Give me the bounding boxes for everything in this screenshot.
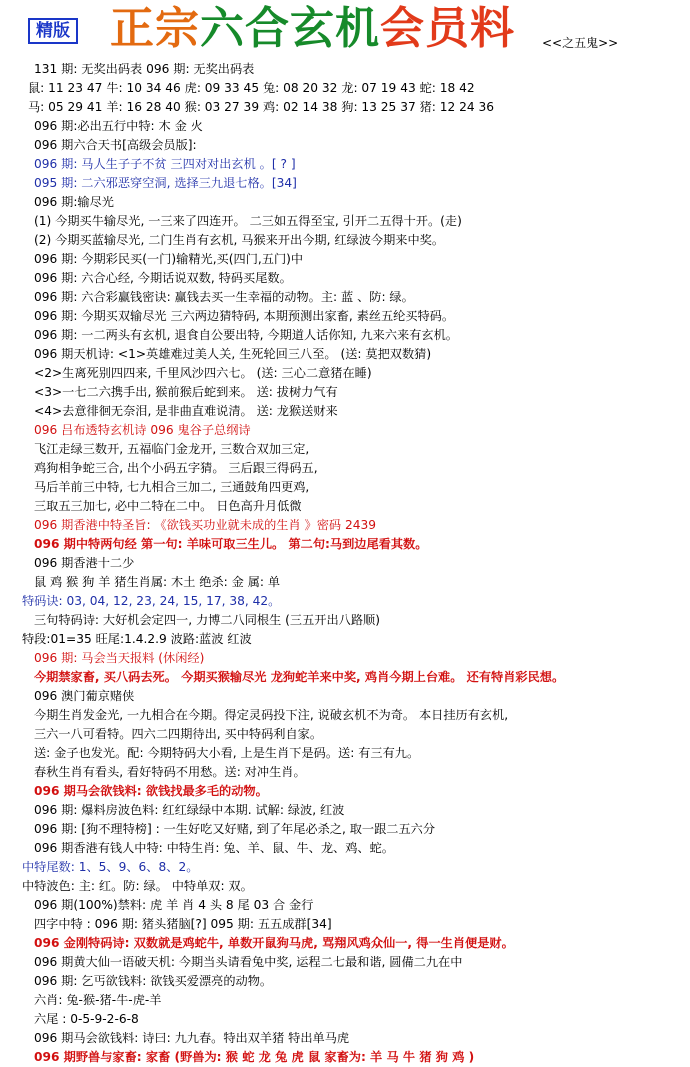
text-line: 096 澳门葡京赌侠: [34, 689, 135, 703]
text-line: 096 期: 今期彩民买(一门)输精光,买(四门,五门)中: [34, 252, 304, 266]
text-line: 096 期:必出五行中特: 木 金 火: [34, 119, 203, 133]
text-line: 096 期六合天书[高级会员版]:: [34, 138, 197, 152]
text-line: (2) 今期买蓝输尽光, 二门生肖有玄机, 马猴来开出今期, 红绿波今期来中奖。: [34, 233, 445, 247]
header: [0, 0, 690, 60]
text-line: 096 期(100%)禁料: 虎 羊 肖 4 头 8 尾 03 合 金行: [34, 898, 314, 912]
text-line: 中特波色: 主: 红。防: 绿。 中特单双: 双。: [22, 879, 253, 893]
text-line: 马后羊前三中特, 七九相合三加二, 三通鼓角四更鸡,: [34, 480, 310, 494]
text-line: 096 期: 六合彩赢钱密诀: 赢钱去买一生幸福的动物。主: 蓝 、防: 绿。: [34, 290, 414, 304]
text-line: 三六一八可看特。四六二四期待出, 买中特码利自家。: [34, 727, 323, 741]
text-line: 六尾 : 0-5-9-2-6-8: [34, 1012, 139, 1026]
text-line: 096 期香港十二少: [34, 556, 135, 570]
text-line: 特码诀: 03, 04, 12, 23, 24, 15, 17, 38, 42。: [22, 594, 281, 608]
text-line: 096 期马会欲钱料: 诗曰: 九九春。特出双羊猪 特出单马虎: [34, 1031, 350, 1045]
text-line: 四字中特 : 096 期: 猪头猪脑[?] 095 期: 五五成群[34]: [34, 917, 332, 931]
text-line: 马: 05 29 41 羊: 16 28 40 猴: 03 27 39 鸡: 02 14 38 狗: 13 25 37 猪: 12 24 36: [28, 100, 495, 114]
text-line: 鸡狗相争蛇三合, 出个小码五字猜。 三后跟三得码五,: [34, 461, 318, 475]
text-line: 096 期: 一二两头有玄机, 退食自公要出特, 今期道人话你知, 九来六来有玄机。: [34, 328, 458, 342]
text-line: 特段:01=35 旺尾:1.4.2.9 波路:蓝波 红波: [22, 632, 252, 646]
subtitle-tag: <<之五鬼>>: [542, 36, 619, 50]
page-title: 正宗六合玄机会员料: [110, 3, 515, 54]
text-line: 今期禁家畜, 买八码去死。 今期买猴输尽光 龙狗蛇羊来中奖, 鸡肖今期上台难。 还有特肖彩民想。: [34, 670, 565, 684]
text-line: 131 期: 无奖出码表 096 期: 无奖出码表: [34, 62, 255, 76]
text-line: 三句特码诗: 大好机会定四一, 力博二八同根生 (三五开出八路顺): [34, 613, 380, 627]
text-line: 今期生肖发金光, 一九相合在今期。得定灵码投下注, 说破玄机不为奇。 本日挂历有玄机,: [34, 708, 509, 722]
text-line: 096 吕布透特玄机诗 096 鬼谷子总纲诗: [34, 423, 251, 437]
text-line: <3>一七二六携手出, 猴前猴后蛇到来。 送: 拔树力气有: [34, 385, 338, 399]
text-line: 096 期: [狗不理特榜] : 一生好吃又好赌, 到了年尾必杀之, 取一跟二五六分: [34, 822, 436, 836]
text-line: (1) 今期买牛输尽光, 一三来了四连开。 二三如五得至宝, 引开二五得十开。(走): [34, 214, 462, 228]
edition-badge: 精版: [28, 18, 78, 44]
text-line: 096 期: 马会当天报料 (休闲经): [34, 651, 205, 665]
text-line: 096 期: 乞丐欲钱料: 欲钱买爱漂亮的动物。: [34, 974, 273, 988]
text-line: 096 期天机诗: <1>英雄难过美人关, 生死轮回三八至。 (送: 莫把双数猜): [34, 347, 432, 361]
text-line: 六肖: 兔-猴-猪-牛-虎-羊: [34, 993, 162, 1007]
text-line: 飞江走绿三数开, 五福临门金龙开, 三数合双加三定,: [34, 442, 310, 456]
text-line: 095 期: 二六邪恶穿空洞, 选择三九退七格。[34]: [34, 176, 297, 190]
text-line: 096 期: 爆料房波色料: 红红绿绿中本期. 试解: 绿波, 红波: [34, 803, 345, 817]
text-line: 鼠 鸡 猴 狗 羊 猪生肖属: 木土 绝杀: 金 属: 单: [34, 575, 281, 589]
text-line: 096 期中特两句经 第一句: 羊味可取三生儿。 第二句:马到边尾看其数。: [34, 537, 428, 551]
text-line: 096 期香港中特圣旨: 《欲钱买功业就未成的生肖 》密码 2439: [34, 518, 377, 532]
text-line: 送: 金子也发光。配: 今期特码大小看, 上是生肖下是码。送: 有三有九。: [34, 746, 420, 760]
text-line: <2>生离死别四四来, 千里风沙四六七。 (送: 三心二意猪在睡): [34, 366, 372, 380]
text-line: 096 金刚特码诗: 双数就是鸡蛇牛, 单数开鼠狗马虎, 骂翔风鸡众仙一, 得一生肖便是财。: [34, 936, 514, 950]
text-line: 096 期黄大仙一语破天机: 今期当头请看兔中奖, 运程二七最和谐, 圆備二九在中: [34, 955, 463, 969]
text-line: 096 期:输尽光: [34, 195, 114, 209]
text-line: 中特尾数: 1、5、9、6、8、2。: [22, 860, 199, 874]
text-line: 096 期马会欲钱料: 欲钱找最多毛的动物。: [34, 784, 268, 798]
text-line: 096 期香港有钱人中特: 中特生肖: 兔、羊、鼠、牛、龙、鸡、蛇。: [34, 841, 394, 855]
text-line: 三取五三加七, 必中二特在二中。 日色高升月低微: [34, 499, 302, 513]
text-line: <4>去意徘徊无奈泪, 是非曲直难说清。 送: 龙猴送财来: [34, 404, 338, 418]
text-line: 096 期: 马人生子子不贫 三四对对出玄机 。[ ? ]: [34, 157, 296, 171]
text-line: 096 期: 六合心经, 今期话说双数, 特码买尾数。: [34, 271, 292, 285]
text-line: 096 期: 今期买双输尽光 三六两边猜特码, 本期预测出家畜, 素丝五纶买特码。: [34, 309, 455, 323]
text-line: 鼠: 11 23 47 牛: 10 34 46 虎: 09 33 45 兔: 08 20 32 龙: 07 19 43 蛇: 18 42: [28, 81, 475, 95]
text-line: 春秋生肖有看头, 看好特码不用愁。送: 对冲生肖。: [34, 765, 306, 779]
text-line: 096 期野兽与家畜: 家畜 (野兽为: 猴 蛇 龙 兔 虎 鼠 家畜为: 羊 马 牛 猪 狗 鸡 ): [34, 1050, 475, 1064]
